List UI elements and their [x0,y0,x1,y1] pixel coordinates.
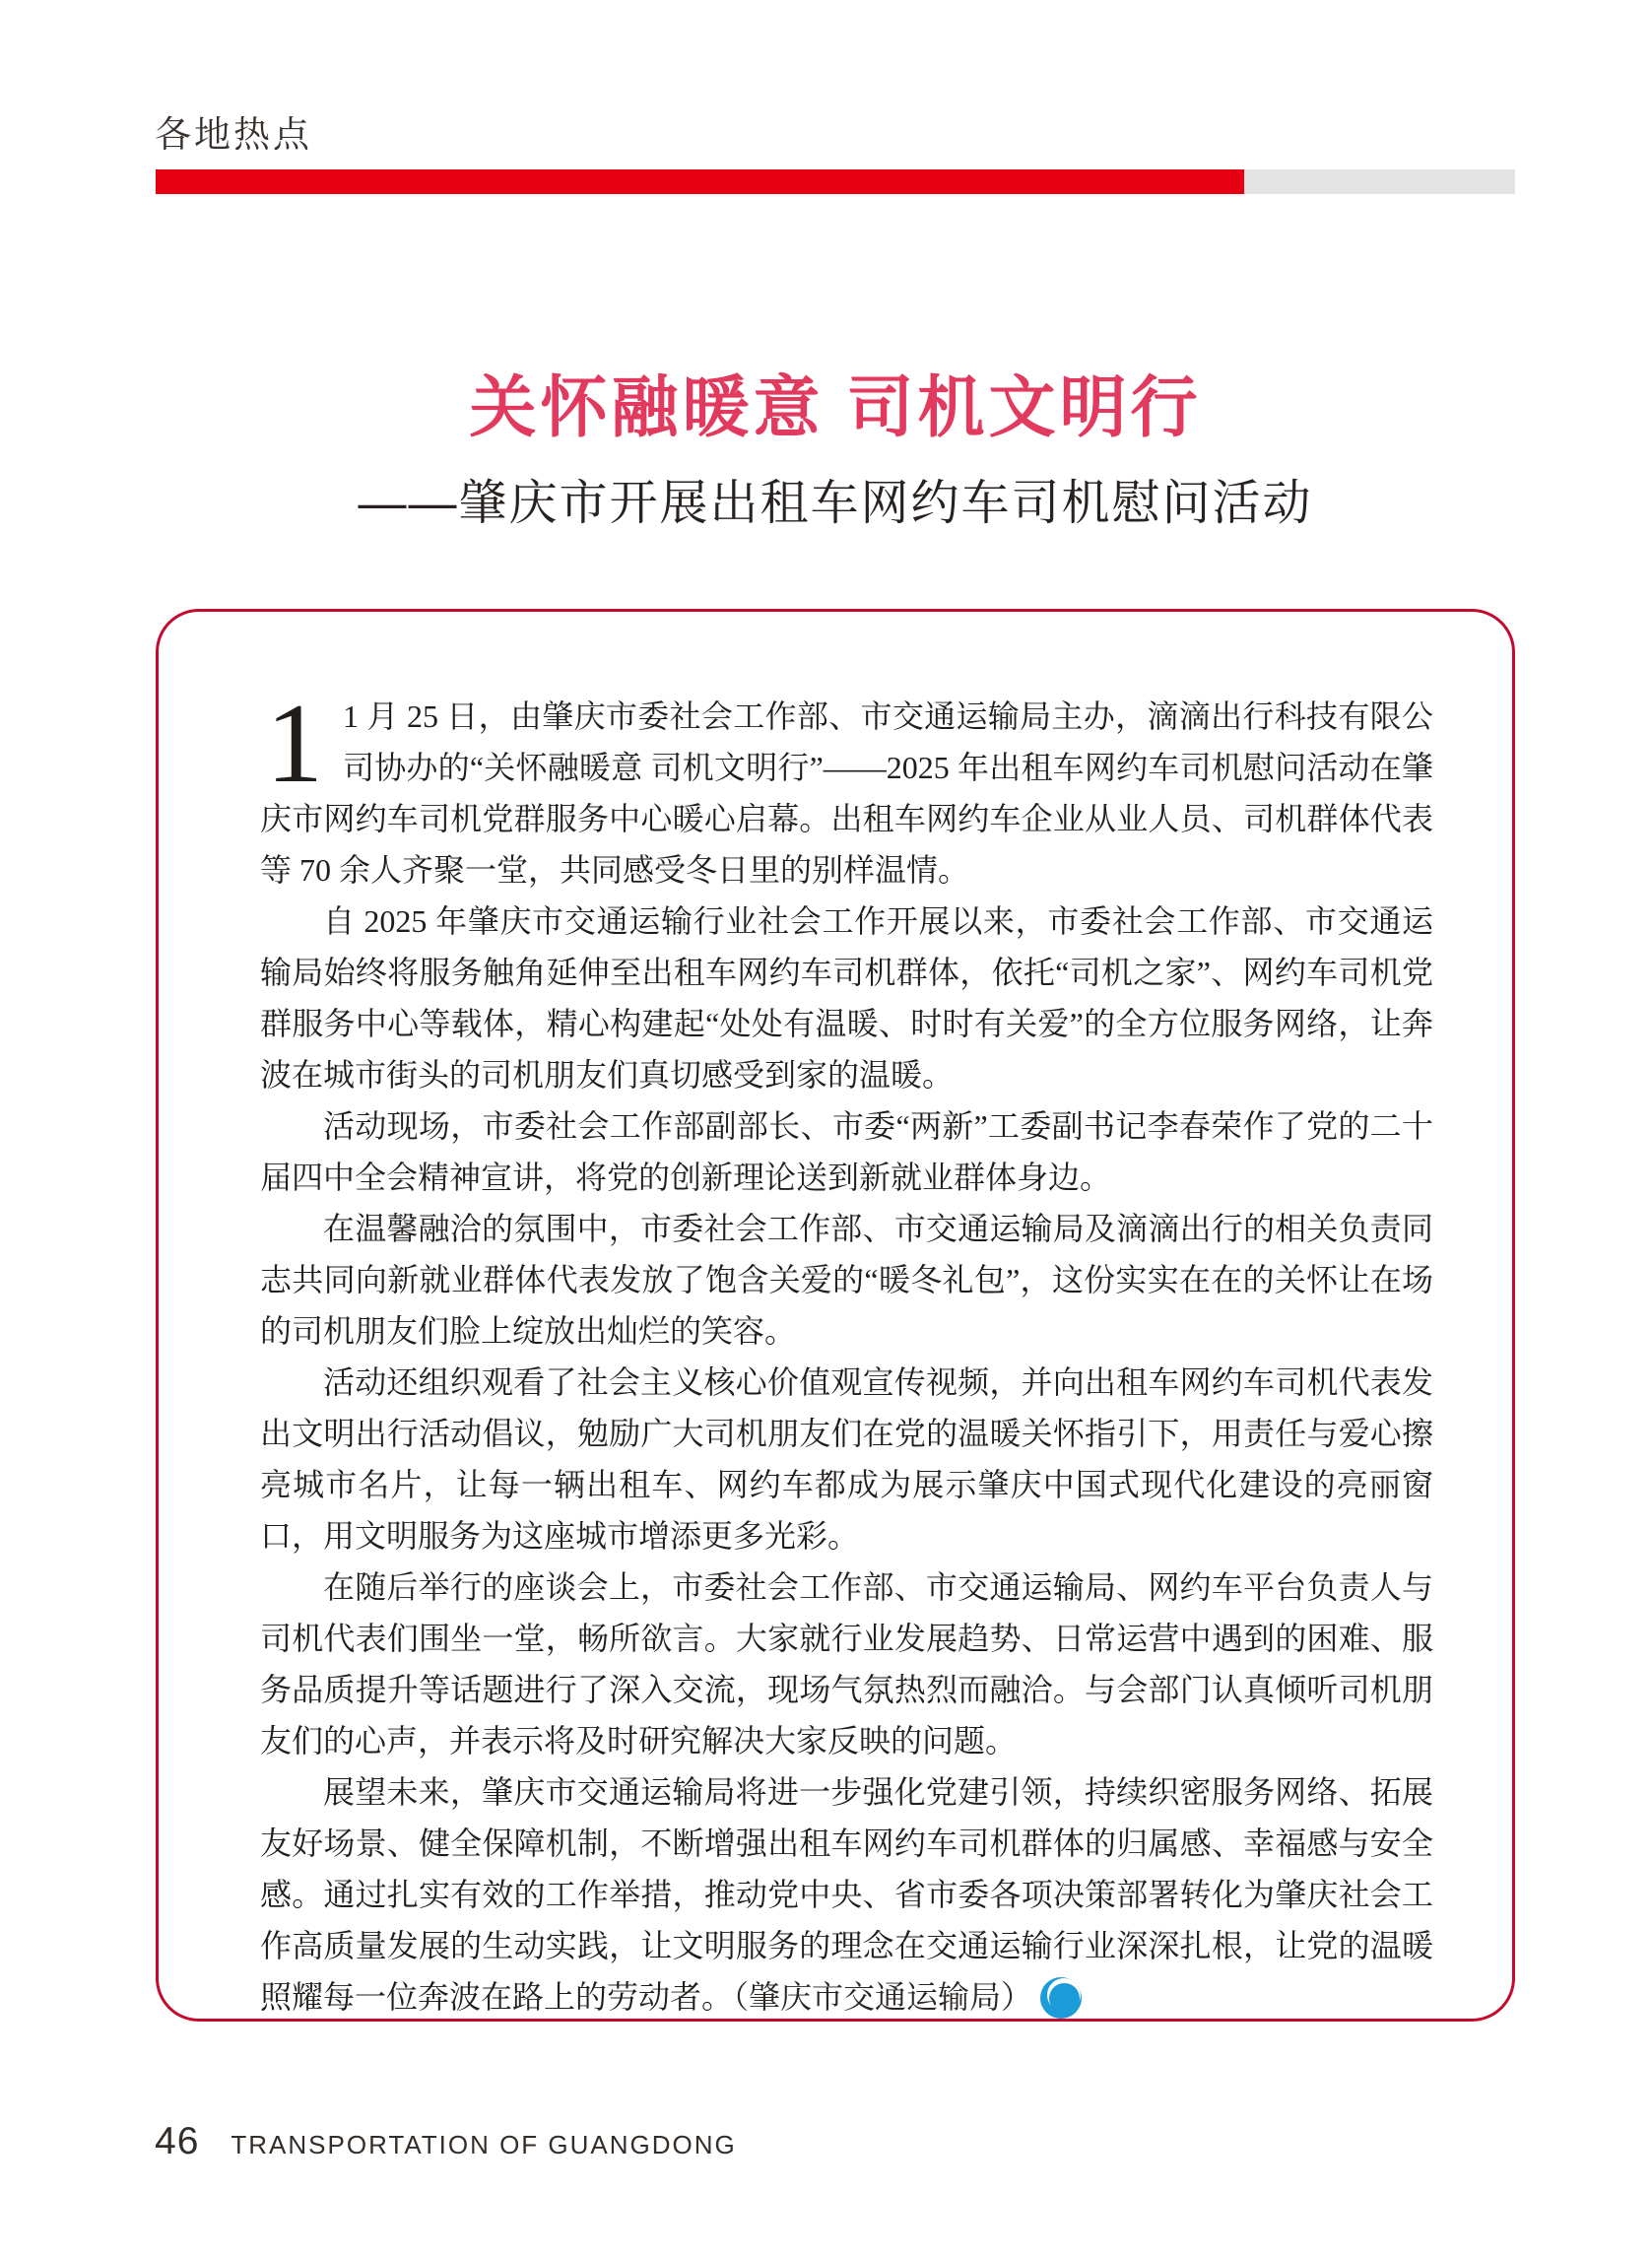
paragraph-1 [260,681,1433,896]
cta-association-logo-icon [1040,1977,1107,2019]
cta-logo-text: CTA [1081,1991,1107,2007]
byline: （肇庆市交通运输局） [733,1979,1033,2015]
article-body-box [156,609,1515,2022]
paragraph-6-text: 在随后举行的座谈会上，市委社会工作部、市交通运输局、网约车平台负责人与司机代表们围坐一堂，畅所欲言。大家就行业发展趋势、日常运营中遇到的困难、服务品质提升等话题进行了深入交流，现场气氛热烈而融洽。与会部门认真倾听司机朋友们的心声，并表示将及时研究解决大家反映的问题。 [260,1569,1433,1759]
paragraph-5 [260,1357,1433,1561]
paragraph-2 [260,896,1433,1100]
paragraph-7-text: 展望未来，肇庆市交通运输局将进一步强化党建引领，持续织密服务网络、拓展友好场景、健全保障机制，不断增强出租车网约车司机群体的归属感、幸福感与安全感。通过扎实有效的工作举措，推动党中央、省市委各项决策部署转化为肇庆社会工作高质量发展的生动实践，让文明服务的理念在交通运输行业深深扎根，让党的温暖照耀每一位奔波在路上的劳动者。 [260,1774,1433,2015]
article-subtitle: ——肇庆市开展出租车网约车司机慰问活动 [358,477,1313,530]
journal-name: TRANSPORTATION OF GUANGDONG [231,2130,737,2159]
page-number: 46 [155,2120,200,2162]
paragraph-2-text: 自 2025 年肇庆市交通运输行业社会工作开展以来，市委社会工作部、市交通运输局始终将服务触角延伸至出租车网约车司机群体，依托“司机之家”、网约车司机党群服务中心等载体，精心构建起“处处有温暖、时时有关爱”的全方位服务网络，让奔波在城市街头的司机朋友们真切感受到家的温暖。 [260,903,1433,1093]
paragraph-6 [260,1561,1433,1766]
paragraph-4 [260,1203,1433,1357]
paragraph-7 [260,1766,1433,2022]
paragraph-5-text: 活动还组织观看了社会主义核心价值观宣传视频，并向出租车网约车司机代表发出文明出行活动倡议，勉励广大司机朋友们在党的温暖关怀指引下，用责任与爱心擦亮城市名片，让每一辆出租车、网约车都成为展示肇庆中国式现代化建设的亮丽窗口，用文明服务为这座城市增添更多光彩。 [260,1364,1433,1554]
paragraph-3 [260,1100,1433,1203]
paragraph-4-text: 在温馨融洽的氛围中，市委社会工作部、市交通运输局及滴滴出行的相关负责同志共同向新就业群体代表发放了饱含关爱的“暖冬礼包”，这份实实在在的关怀让在场的司机朋友们脸上绽放出灿烂的笑容。 [260,1211,1433,1349]
paragraph-1-text: 1 月 25 日，由肇庆市委社会工作部、市交通运输局主办，滴滴出行科技有限公司协办的“关怀融暖意 司机文明行”——2025 年出租车网约车司机慰问活动在肇庆市网约车司机党群服务中心暖心启幕。出租车网约车企业从业人员、司机群体代表等 70 余人齐聚一堂，共同感受冬日里的别样温情。 [260,698,1433,888]
header-rule-bar-red-segment [156,169,1244,194]
section-label: 各地热点 [155,114,312,155]
page-footer [155,2120,737,2163]
article-title: 关怀融暖意 司机文明行 [469,370,1202,445]
header-rule-bar [156,169,1515,194]
paragraph-3-text: 活动现场，市委社会工作部副部长、市委“两新”工委副书记李春荣作了党的二十届四中全会精神宣讲，将党的创新理论送到新就业群体身边。 [260,1108,1433,1195]
drop-cap: 1 [266,681,323,807]
